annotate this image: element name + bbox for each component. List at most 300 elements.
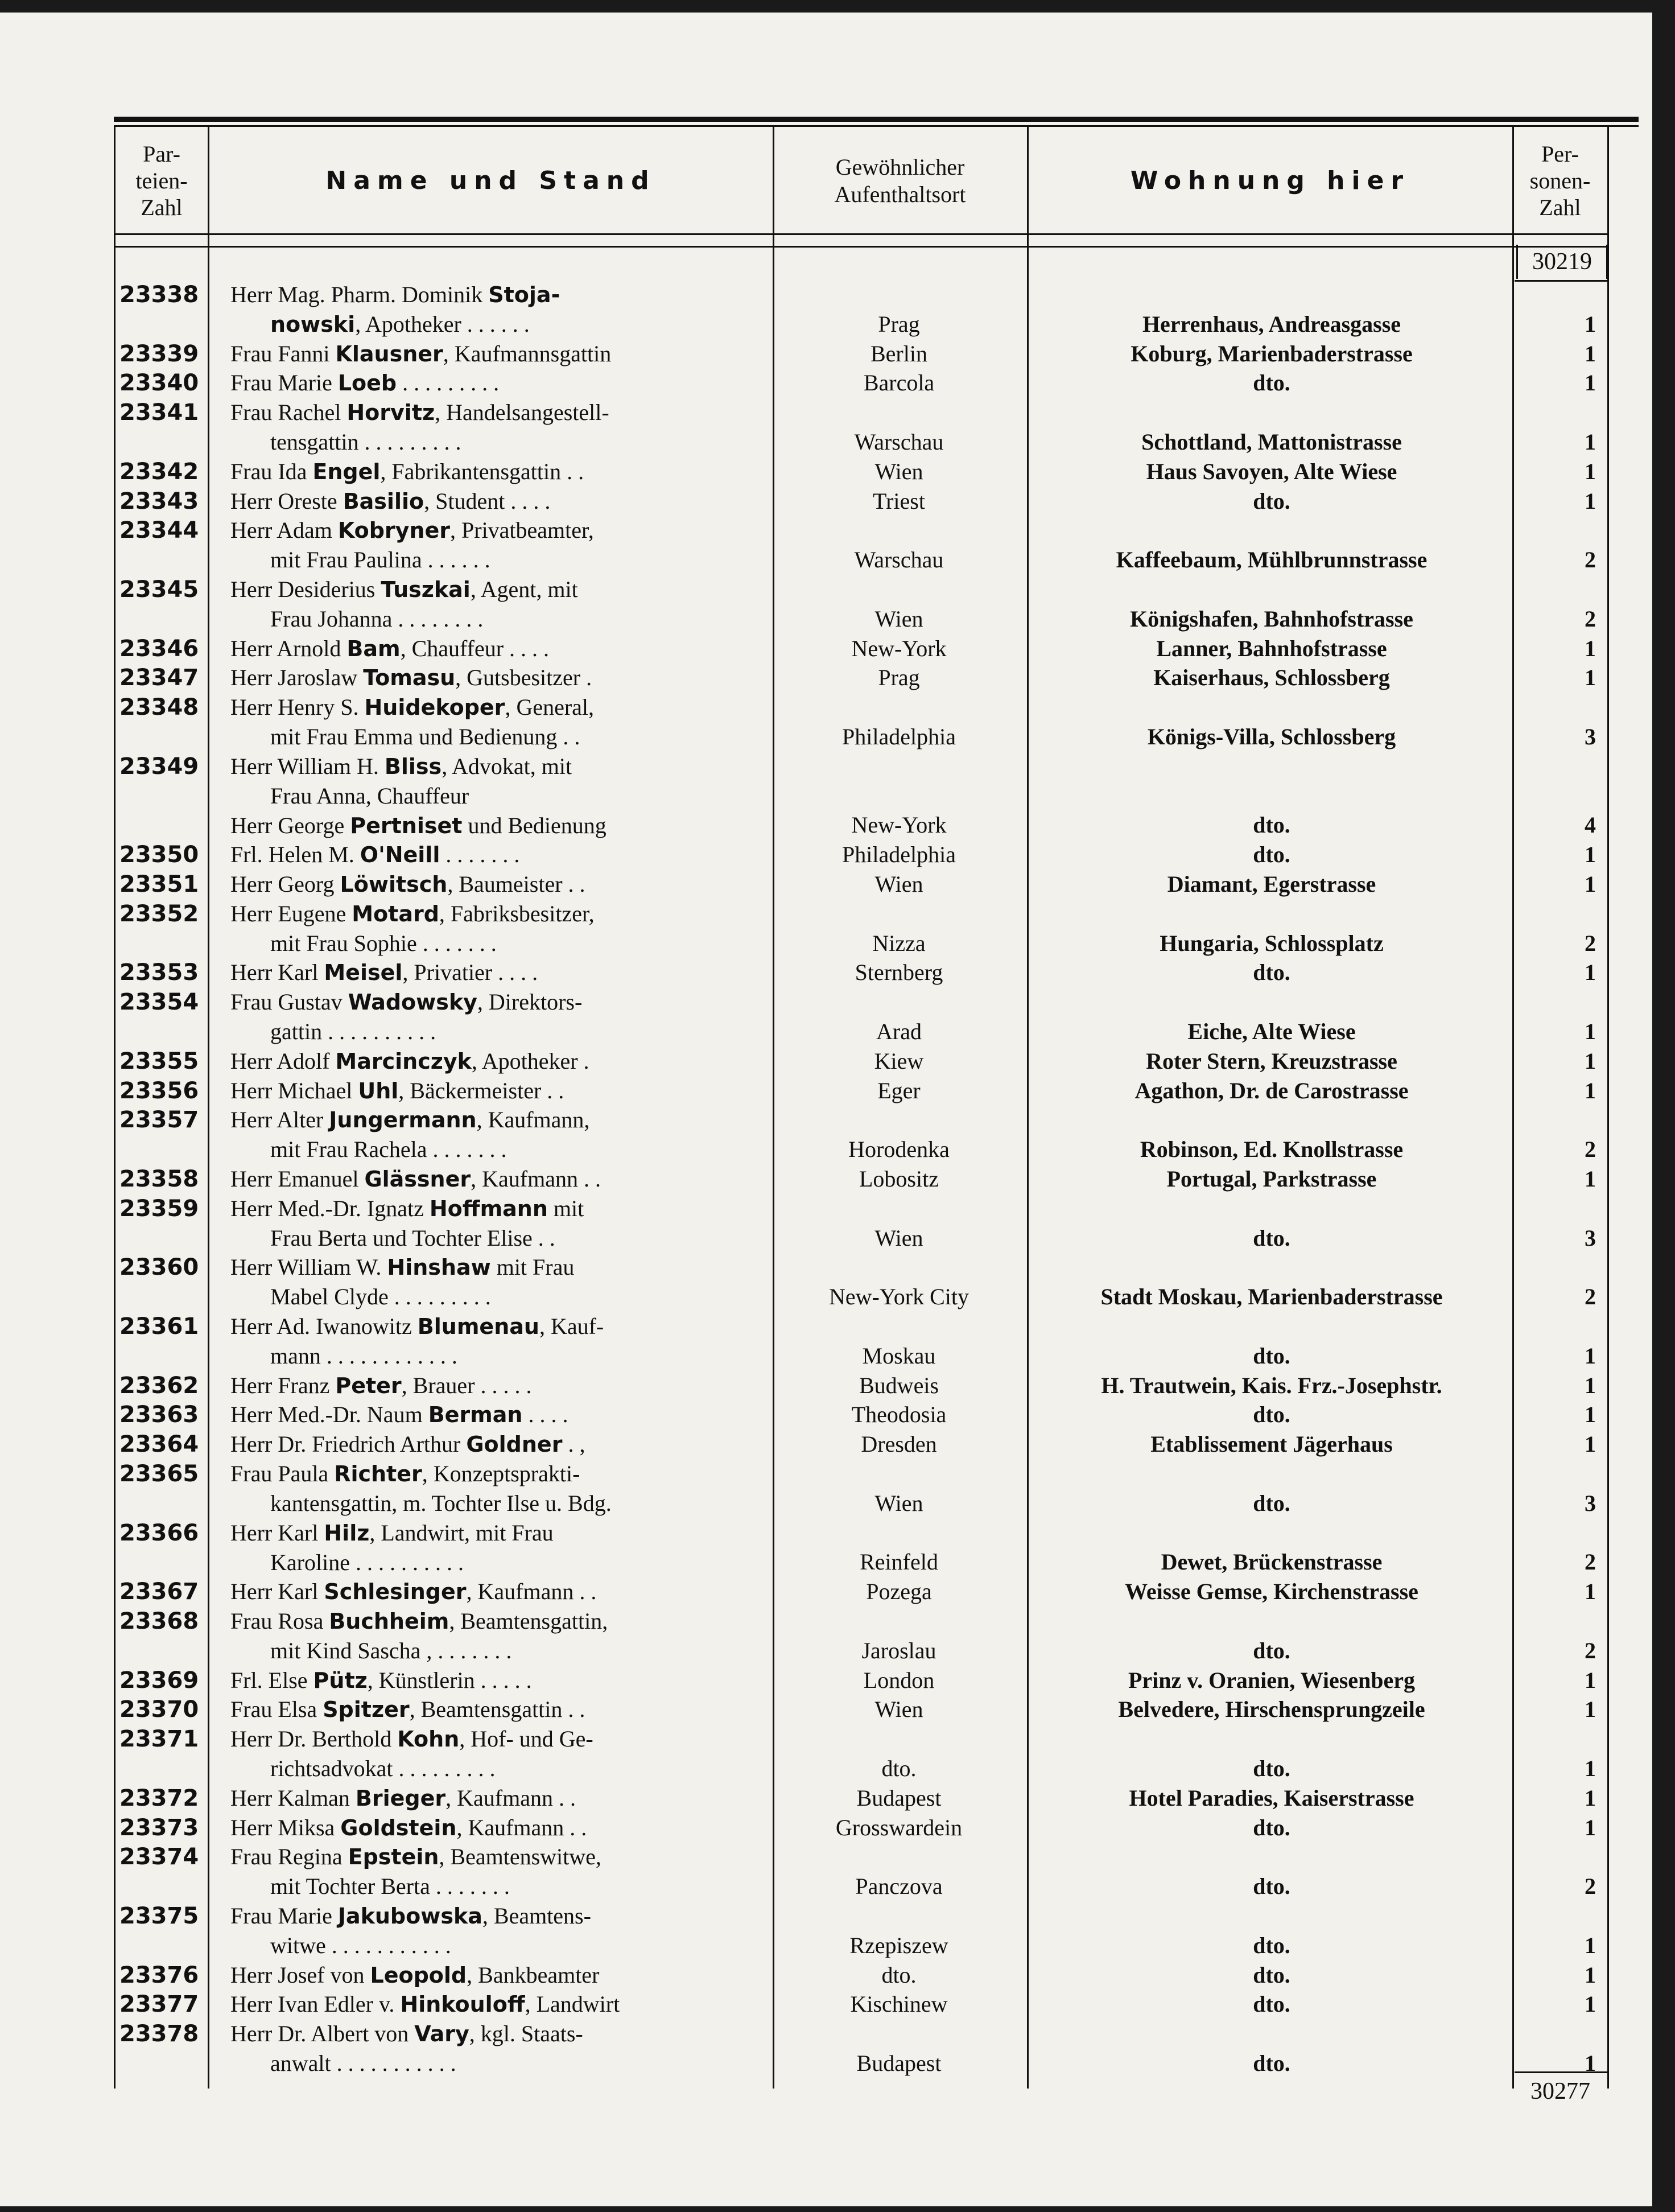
entry-name <box>230 339 762 369</box>
surname: Jungermann <box>329 1107 477 1133</box>
entry-number: 23343 <box>119 488 199 514</box>
entry-residence: Stadt Moskau, Marienbaderstrasse <box>1100 1284 1443 1310</box>
entry-name <box>230 575 762 634</box>
entry-number: 23377 <box>119 1991 199 2018</box>
name-line: Herr Med.-Dr. Naum Berman . . . . <box>230 1402 568 1428</box>
entry-number: 23373 <box>119 1814 199 1841</box>
entry-persons: 3 <box>1585 723 1596 749</box>
entry-number: 23375 <box>119 1903 199 1929</box>
name-line: Karoline . . . . . . . . . . <box>270 1549 464 1575</box>
name-line: Frau Berta und Tochter Elise . . <box>270 1225 555 1251</box>
entry-persons: 2 <box>1585 1136 1596 1163</box>
entry-number: 23374 <box>119 1844 199 1871</box>
surname: Marcinczyk <box>335 1048 472 1074</box>
entry-name <box>230 2019 762 2078</box>
name-line: Herr William H. Bliss, Advokat, mit <box>230 753 572 779</box>
entry-residence: Prinz v. Oranien, Wiesenberg <box>1128 1667 1416 1693</box>
entry-name <box>230 1076 762 1106</box>
entry-origin: Warschau <box>854 547 944 573</box>
entry-name <box>230 1371 762 1400</box>
entry-persons: 1 <box>1585 1077 1596 1103</box>
entry-number: 23367 <box>119 1579 199 1605</box>
entry-name <box>230 1430 762 1459</box>
entry-number: 23359 <box>119 1195 199 1222</box>
table-row <box>0 1901 1675 1960</box>
entry-number: 23339 <box>119 340 199 367</box>
entry-name <box>230 1989 762 2019</box>
name-line: tensgattin . . . . . . . . . <box>270 429 461 455</box>
entry-origin: New-York <box>851 635 947 661</box>
name-line: Frau Rachel Horvitz, Handelsangestell- <box>230 399 609 426</box>
surname: Kohn <box>397 1727 460 1752</box>
surname: Hilz <box>324 1520 370 1546</box>
entry-residence: dto. <box>1253 2050 1290 2076</box>
entry-residence: Königshafen, Bahnhofstrasse <box>1130 605 1413 632</box>
entry-residence: dto. <box>1253 812 1290 838</box>
table-row <box>0 1194 1675 1253</box>
table-row <box>0 1253 1675 1312</box>
entry-number: 23357 <box>119 1107 199 1134</box>
table-row <box>0 487 1675 516</box>
entry-origin: Kiew <box>874 1048 924 1074</box>
surname: Schlesinger <box>324 1579 467 1605</box>
entry-residence: dto. <box>1253 1490 1290 1516</box>
entry-name <box>230 634 762 664</box>
surname: Loeb <box>337 370 397 396</box>
entry-residence: dto. <box>1253 1637 1290 1663</box>
entry-number: 23360 <box>119 1254 199 1281</box>
entry-residence: Dewet, Brückenstrasse <box>1161 1549 1383 1575</box>
name-line: Herr Oreste Basilio, Student . . . . <box>230 488 551 514</box>
table-row <box>0 1813 1675 1843</box>
surname: nowski <box>270 312 356 337</box>
surname: Hinkouloff <box>400 1992 525 2017</box>
name-line: Herr Michael Uhl, Bäckermeister . . <box>230 1077 564 1103</box>
entry-name <box>230 1047 762 1076</box>
header-name: Name und Stand <box>325 166 656 195</box>
entry-number: 23351 <box>119 871 199 897</box>
entry-persons: 1 <box>1585 1962 1596 1988</box>
surname: Epstein <box>348 1844 439 1870</box>
entry-persons: 1 <box>1585 1932 1596 1958</box>
entry-persons: 1 <box>1585 1048 1596 1074</box>
entry-persons: 2 <box>1585 1549 1596 1575</box>
entry-origin: Rzepiszew <box>849 1932 948 1958</box>
name-line: Frau Anna, Chauffeur <box>270 782 469 809</box>
entry-name <box>230 487 762 516</box>
entry-persons: 4 <box>1585 812 1596 838</box>
table-row <box>0 1783 1675 1813</box>
page-edge-bottom <box>0 2206 1675 2212</box>
entry-origin: Horodenka <box>848 1136 950 1163</box>
entry-origin: London <box>863 1667 935 1693</box>
entry-residence: Agathon, Dr. de Carostrasse <box>1134 1077 1409 1103</box>
table-row <box>0 840 1675 870</box>
entry-name <box>230 1813 762 1843</box>
entry-persons: 1 <box>1585 1696 1596 1723</box>
entry-number: 23366 <box>119 1519 199 1546</box>
entry-persons: 2 <box>1585 930 1596 956</box>
entry-persons: 1 <box>1585 488 1596 514</box>
table-row <box>0 987 1675 1047</box>
entry-number: 23345 <box>119 576 199 603</box>
name-line: Herr Adolf Marcinczyk, Apotheker . <box>230 1048 589 1074</box>
name-line: mit Frau Emma und Bedienung . . <box>270 724 580 750</box>
surname: Goldner <box>466 1432 563 1457</box>
entry-persons: 2 <box>1585 1637 1596 1663</box>
entry-residence: Roter Stern, Kreuzstrasse <box>1146 1048 1397 1074</box>
table-row <box>0 1989 1675 2019</box>
entry-residence: Königs-Villa, Schlossberg <box>1147 723 1396 749</box>
name-line: Frau Marie Loeb . . . . . . . . . <box>230 370 500 396</box>
entry-origin: Theodosia <box>851 1402 947 1428</box>
entry-name <box>230 1960 762 1990</box>
surname: Tomasu <box>363 665 456 691</box>
table-row <box>0 1518 1675 1577</box>
table-row <box>0 958 1675 987</box>
top-double-rule <box>114 117 1639 122</box>
entry-number: 23346 <box>119 635 199 662</box>
entry-number: 23342 <box>119 458 199 485</box>
table-row <box>0 575 1675 634</box>
entry-name <box>230 1164 762 1194</box>
entry-name <box>230 1783 762 1813</box>
entry-number: 23354 <box>119 989 199 1016</box>
table-row <box>0 1371 1675 1400</box>
name-line: Herr Desiderius Tuszkai, Agent, mit <box>230 576 578 602</box>
table-row <box>0 457 1675 487</box>
surname: Kobryner <box>337 518 450 543</box>
entry-residence: Kaiserhaus, Schlossberg <box>1153 665 1390 691</box>
entry-residence: Hungaria, Schlossplatz <box>1160 930 1384 956</box>
entry-number: 23372 <box>119 1785 199 1811</box>
entry-residence: Lanner, Bahnhofstrasse <box>1156 635 1387 661</box>
surname: Buchheim <box>329 1609 449 1634</box>
entry-residence: dto. <box>1253 488 1290 514</box>
entry-name <box>230 1459 762 1518</box>
surname: Hinshaw <box>387 1255 491 1280</box>
entry-number: 23363 <box>119 1402 199 1428</box>
entry-origin: Warschau <box>854 429 944 455</box>
entry-residence: Herrenhaus, Andreasgasse <box>1142 311 1401 337</box>
header-number: Par- teien- Zahl <box>135 141 188 221</box>
entry-name <box>230 1607 762 1666</box>
entry-origin: Philadelphia <box>842 842 956 868</box>
entry-number: 23350 <box>119 842 199 868</box>
entry-persons: 1 <box>1585 1018 1596 1044</box>
entry-residence: Hotel Paradies, Kaiserstrasse <box>1129 1785 1414 1811</box>
entry-name <box>230 693 762 752</box>
entry-number: 23353 <box>119 959 199 986</box>
surname: Basilio <box>343 488 424 514</box>
entry-origin: Panczova <box>855 1873 943 1900</box>
name-line: witwe . . . . . . . . . . . <box>270 1933 451 1958</box>
entry-origin: Eger <box>877 1077 921 1103</box>
entry-name <box>230 1666 762 1695</box>
entry-name <box>230 1695 762 1724</box>
entry-name <box>230 516 762 575</box>
table-row <box>0 1076 1675 1106</box>
name-line: gattin . . . . . . . . . . <box>270 1019 436 1045</box>
surname: Peter <box>335 1373 402 1398</box>
entry-number: 23344 <box>119 517 199 544</box>
table-row <box>0 1724 1675 1783</box>
entry-residence: dto. <box>1253 959 1290 986</box>
entry-persons: 1 <box>1585 1372 1596 1398</box>
entry-number: 23369 <box>119 1667 199 1694</box>
entry-residence: dto. <box>1253 842 1290 868</box>
surname: Bliss <box>384 753 442 779</box>
entry-persons: 3 <box>1585 1490 1596 1516</box>
header-residence: Wohnung hier <box>1130 166 1410 195</box>
carried-in-total: 30219 <box>1516 245 1608 279</box>
name-line: richtsadvokat . . . . . . . . . <box>270 1756 496 1782</box>
entry-persons: 1 <box>1585 1402 1596 1428</box>
entry-origin: Triest <box>873 488 925 514</box>
table-row <box>0 1047 1675 1076</box>
entry-persons: 1 <box>1585 959 1596 986</box>
entry-origin: Prag <box>878 665 920 691</box>
name-line: Herr Med.-Dr. Ignatz Hoffmann mit <box>230 1195 584 1221</box>
entry-name <box>230 958 762 987</box>
surname: Tuszkai <box>381 577 471 602</box>
entry-name <box>230 1312 762 1371</box>
entry-persons: 2 <box>1585 605 1596 632</box>
entry-number: 23340 <box>119 370 199 397</box>
table-row <box>0 2019 1675 2078</box>
name-line: Herr Adam Kobryner, Privatbeamter, <box>230 517 594 543</box>
table-row <box>0 1459 1675 1518</box>
surname: Berman <box>428 1402 523 1428</box>
name-line: nowski, Apotheker . . . . . . <box>270 311 530 337</box>
entry-origin: Philadelphia <box>842 723 956 749</box>
table-row <box>0 1400 1675 1430</box>
entry-number: 23364 <box>119 1431 199 1458</box>
entry-name <box>230 368 762 398</box>
entry-persons: 3 <box>1585 1225 1596 1251</box>
entry-origin: Wien <box>874 1490 923 1516</box>
table-row <box>0 663 1675 693</box>
entry-residence: dto. <box>1253 1814 1290 1840</box>
entry-origin: Pozega <box>866 1579 932 1605</box>
surname: Glässner <box>364 1167 471 1192</box>
surname: Leopold <box>370 1962 467 1988</box>
entry-persons: 1 <box>1585 429 1596 455</box>
name-line: Frl. Helen M. O'Neill . . . . . . . <box>230 842 520 868</box>
entry-name <box>230 840 762 870</box>
entry-name <box>230 663 762 693</box>
entry-number: 23370 <box>119 1696 199 1723</box>
entry-residence: Belvedere, Hirschensprungzeile <box>1118 1696 1425 1723</box>
name-line: Frau Marie Jakubowska, Beamtens- <box>230 1903 591 1929</box>
subheader-rule <box>114 246 1607 248</box>
entry-origin: Wien <box>874 458 923 484</box>
entry-number: 23365 <box>119 1461 199 1487</box>
entry-number: 23378 <box>119 2021 199 2048</box>
entry-residence: Kaffeebaum, Mühlbrunnstrasse <box>1116 547 1428 573</box>
surname: Hoffmann <box>429 1196 548 1221</box>
entry-number: 23356 <box>119 1077 199 1104</box>
table-row <box>0 693 1675 752</box>
surname: Bam <box>346 636 401 661</box>
table-row <box>0 398 1675 457</box>
surname: Löwitsch <box>340 872 448 897</box>
table-row <box>0 1666 1675 1695</box>
surname: Pertniset <box>350 813 463 838</box>
table-row <box>0 752 1675 840</box>
table-row <box>0 1842 1675 1901</box>
entry-name <box>230 1901 762 1960</box>
name-line: Herr Ivan Edler v. Hinkouloff, Landwirt <box>230 1991 620 2017</box>
name-line: Herr Dr. Albert von Vary, kgl. Staats- <box>230 2021 583 2047</box>
entry-name <box>230 870 762 899</box>
name-line: Herr Henry S. Huidekoper, General, <box>230 694 595 720</box>
entry-persons: 1 <box>1585 1431 1596 1457</box>
entry-number: 23355 <box>119 1048 199 1074</box>
entry-persons: 1 <box>1585 1342 1596 1369</box>
entry-name <box>230 1577 762 1607</box>
name-line: Herr Miksa Goldstein, Kaufmann . . <box>230 1814 587 1840</box>
entry-residence: Weisse Gemse, Kirchenstrasse <box>1125 1579 1418 1605</box>
surname: Goldstein <box>340 1815 457 1840</box>
surname: O'Neill <box>360 842 440 868</box>
entry-persons: 2 <box>1585 1873 1596 1900</box>
name-line: mann . . . . . . . . . . . . <box>270 1343 457 1369</box>
surname: Engel <box>312 459 381 484</box>
entry-name <box>230 1400 762 1430</box>
entry-origin: Dresden <box>861 1431 937 1457</box>
entry-residence: H. Trautwein, Kais. Frz.-Josephstr. <box>1101 1372 1442 1398</box>
entry-origin: dto. <box>881 1755 917 1781</box>
name-line: Herr Ad. Iwanowitz Blumenau, Kauf- <box>230 1313 604 1339</box>
surname: Jakubowska <box>337 1904 482 1929</box>
entry-number: 23352 <box>119 900 199 927</box>
entry-residence: Haus Savoyen, Alte Wiese <box>1146 458 1397 484</box>
surname: Spitzer <box>323 1697 410 1723</box>
entry-number: 23349 <box>119 753 199 780</box>
entry-residence: Portugal, Parkstrasse <box>1166 1166 1377 1192</box>
entry-name <box>230 1724 762 1783</box>
entry-origin: Berlin <box>870 340 927 366</box>
entry-persons: 2 <box>1585 1284 1596 1310</box>
name-line: Frau Regina Epstein, Beamtenswitwe, <box>230 1844 601 1870</box>
entry-number: 23347 <box>119 665 199 691</box>
name-line: Herr Dr. Friedrich Arthur Goldner . , <box>230 1431 585 1457</box>
surname: Brieger <box>355 1785 446 1811</box>
table-row <box>0 1312 1675 1371</box>
table-row <box>0 1607 1675 1666</box>
entry-persons: 1 <box>1585 635 1596 661</box>
entry-name <box>230 1842 762 1901</box>
entry-origin: Lobositz <box>859 1166 939 1192</box>
entry-name <box>230 457 762 487</box>
entry-origin: Budapest <box>856 1785 942 1811</box>
name-line: Herr George Pertniset und Bedienung <box>230 812 607 838</box>
entry-persons: 1 <box>1585 842 1596 868</box>
entry-name <box>230 899 762 958</box>
entry-persons: 1 <box>1585 1166 1596 1192</box>
surname: Blumenau <box>417 1314 539 1339</box>
entry-residence: dto. <box>1253 1932 1290 1958</box>
entry-number: 23368 <box>119 1608 199 1634</box>
entry-persons: 1 <box>1585 665 1596 691</box>
name-line: Herr William W. Hinshaw mit Frau <box>230 1254 575 1280</box>
entry-origin: Budweis <box>859 1372 939 1398</box>
entry-origin: Wien <box>874 1225 923 1251</box>
entry-number: 23371 <box>119 1726 199 1753</box>
entry-origin: Grosswardein <box>835 1814 963 1840</box>
top-thin-rule <box>114 125 1639 127</box>
header-origin: Gewöhnlicher Aufenthaltsort <box>834 154 966 207</box>
name-line: mit Frau Sophie . . . . . . . <box>270 930 497 956</box>
surname: Klausner <box>335 341 443 366</box>
name-line: Herr Eugene Motard, Fabriksbesitzer, <box>230 900 595 926</box>
entry-persons: 1 <box>1585 340 1596 366</box>
table-row <box>0 1695 1675 1724</box>
table-row <box>0 339 1675 369</box>
entry-name <box>230 398 762 457</box>
entry-origin: Kischinew <box>850 1991 948 2017</box>
name-line: Frau Elsa Spitzer, Beamtensgattin . . <box>230 1696 585 1723</box>
entry-origin: Barcola <box>863 370 935 396</box>
name-line: Herr Karl Schlesinger, Kaufmann . . <box>230 1579 597 1605</box>
name-line: Frl. Else Pütz, Künstlerin . . . . . <box>230 1667 532 1693</box>
name-line: Herr Emanuel Glässner, Kaufmann . . <box>230 1166 601 1192</box>
entry-origin: Moskau <box>862 1342 936 1369</box>
entry-persons: 1 <box>1585 311 1596 337</box>
entry-origin: Budapest <box>856 2050 942 2076</box>
surname: Pütz <box>313 1667 368 1693</box>
entry-residence: dto. <box>1253 1342 1290 1369</box>
entry-name <box>230 1518 762 1577</box>
entry-name <box>230 752 762 841</box>
entry-number: 23338 <box>119 282 199 308</box>
name-line: Frau Ida Engel, Fabrikantensgattin . . <box>230 458 584 484</box>
table-row <box>0 1430 1675 1459</box>
name-line: Herr Dr. Berthold Kohn, Hof- und Ge- <box>230 1726 593 1752</box>
table-row <box>0 516 1675 575</box>
entry-persons: 1 <box>1585 370 1596 396</box>
name-line: mit Frau Paulina . . . . . . <box>270 547 490 573</box>
entry-name <box>230 1105 762 1164</box>
name-line: Herr Alter Jungermann, Kaufmann, <box>230 1107 590 1133</box>
header-persons: Per- sonen- Zahl <box>1529 141 1591 221</box>
name-line: Herr Jaroslaw Tomasu, Gutsbesitzer . <box>230 665 592 691</box>
table-row <box>0 1577 1675 1607</box>
entry-number: 23361 <box>119 1313 199 1340</box>
table-row <box>0 1105 1675 1164</box>
name-line: Herr Mag. Pharm. Dominik Stoja- <box>230 282 560 307</box>
name-line: Mabel Clyde . . . . . . . . . <box>270 1284 491 1310</box>
entry-origin: Jaroslau <box>861 1637 936 1663</box>
entry-persons: 2 <box>1585 547 1596 573</box>
name-line: Herr Karl Meisel, Privatier . . . . <box>230 959 538 986</box>
entry-residence: dto. <box>1253 1755 1290 1781</box>
surname: Horvitz <box>346 400 435 426</box>
entry-persons: 1 <box>1585 2050 1596 2076</box>
name-line: Herr Arnold Bam, Chauffeur . . . . <box>230 635 550 661</box>
carried-out-total: 30277 <box>1530 2078 1590 2104</box>
header-bottom-rule <box>114 233 1607 235</box>
entry-number: 23341 <box>119 399 199 426</box>
entry-origin: Reinfeld <box>860 1549 938 1575</box>
name-line: mit Kind Sascha , . . . . . . . <box>270 1638 512 1663</box>
name-line: Frau Gustav Wadowsky, Direktors- <box>230 989 583 1015</box>
surname: Vary <box>414 2021 469 2047</box>
table-row <box>0 899 1675 958</box>
entry-name <box>230 1253 762 1312</box>
name-line: anwalt . . . . . . . . . . . <box>270 2050 456 2077</box>
